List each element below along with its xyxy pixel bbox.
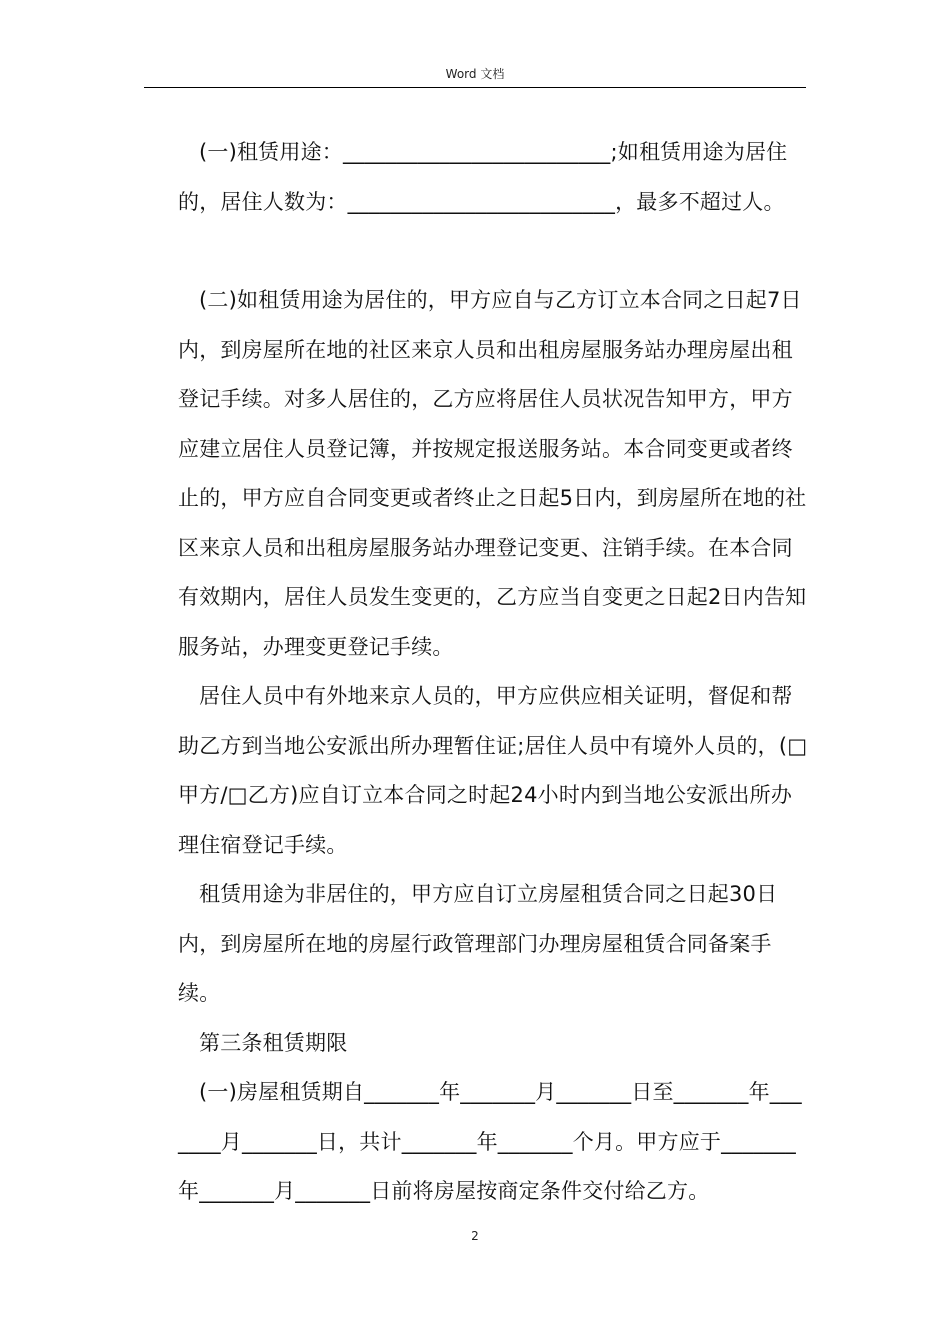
paragraph-rental-purpose: (一)租赁用途：_________________________;如租赁用途为居住的，居住人数为：_________________________，最多不超过人。 bbox=[178, 140, 788, 214]
header-rule bbox=[144, 87, 806, 88]
paragraph-nonresidential-filing: 租赁用途为非居住的，甲方应自订立房屋租赁合同之日起30日内，到房屋所在地的房屋行政管理部门办理房屋租赁合同备案手续。 bbox=[178, 882, 778, 1005]
paragraph-nonlocal-residents: 居住人员中有外地来京人员的，甲方应供应相关证明，督促和帮助乙方到当地公安派出所办理暂住证;居住人员中有境外人员的，(□甲方/□乙方)应自订立本合同之时起24小时内到当地公安派出所办理住宿登记手续。 bbox=[178, 684, 808, 857]
page-number: 2 bbox=[471, 1229, 479, 1243]
paragraph-residential-registration: (二)如租赁用途为居住的，甲方应自与乙方订立本合同之日起7日内，到房屋所在地的社区来京人员和出租房屋服务站办理房屋出租登记手续。对多人居住的，乙方应将居住人员状况告知甲方，甲方应建立居住人员登记簿，并按规定报送服务站。本合同变更或者终止的，甲方应自合同变更或者终止之日起5日内，到房屋所在地的社区来京人员和出租房屋服务站办理登记变更、注销手续。在本合同有效期内，居住人员发生变更的，乙方应当自变更之日起2日内告知服务站，办理变更登记手续。 bbox=[178, 288, 807, 659]
document-body bbox=[178, 128, 808, 1217]
section-heading-lease-term: 第三条租赁期限 bbox=[199, 1030, 348, 1055]
paragraph-lease-period: (一)房屋租赁期自_______年_______月_______日至_______年_______月_______日，共计_______年_______个月。甲方应于_______年_______月_______日前将房屋按商定条件交付给乙方。 bbox=[178, 1080, 802, 1203]
page-header: Word 文档 bbox=[445, 67, 505, 81]
